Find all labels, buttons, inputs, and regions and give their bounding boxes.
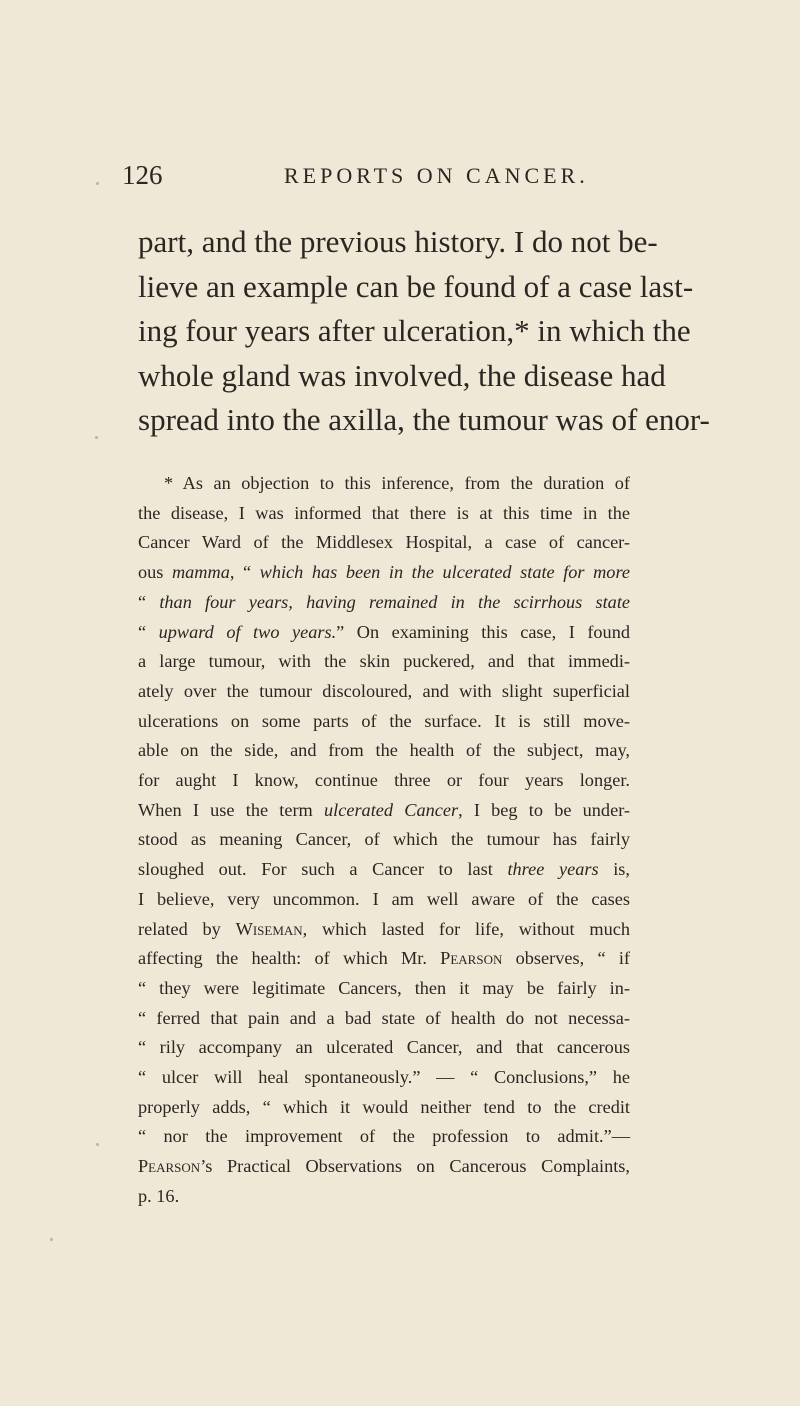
body-line: lieve an example can be found of a case last-	[138, 268, 694, 304]
footnote-line: “ nor the improvement of the profession to admit.”—	[138, 1126, 630, 1147]
footnote-line: properly adds, “ which it would neither tend to the credit	[138, 1096, 630, 1117]
footnote-line: “ they were legitimate Cancers, then it may be fairly in-	[138, 977, 630, 998]
text-run: observes, “ if	[502, 948, 630, 969]
text-run: sloughed out. For such a Cancer to last	[138, 859, 508, 880]
italic-run: which has been in the ulcerated state for more	[259, 562, 630, 583]
footnote-line: able on the side, and from the health of the subject, may,	[138, 740, 630, 761]
footnote-line: I believe, very uncommon. I am well aware of the cases	[138, 888, 630, 909]
footnote-line: * As an objection to this inference, from the duration of	[164, 473, 630, 493]
page-number: 126	[122, 160, 163, 190]
text-run: ous	[138, 562, 172, 583]
small-caps-run: Pearson	[440, 948, 503, 969]
text-run: , “	[229, 562, 260, 583]
footnote-line: stood as meaning Cancer, of which the tumour has fairly	[138, 829, 630, 850]
text-run: ” On examining this case, I found	[336, 621, 630, 642]
footnote-line: ately over the tumour discoloured, and with slight superficial	[138, 680, 630, 701]
body-line: part, and the previous history. I do not be-	[138, 224, 658, 259]
footnote-line: for aught I know, continue three or four years longer.	[138, 770, 630, 791]
footnote-line: “ ulcer will heal spontaneously.” — “ Conclusions,” he	[138, 1067, 630, 1088]
paper-speck	[95, 436, 98, 439]
italic-run: mamma	[171, 562, 230, 583]
footnote-line	[138, 588, 630, 618]
body-paragraph	[138, 220, 710, 443]
small-caps-run: Pearson	[138, 1156, 201, 1177]
body-line: whole gland was involved, the disease had	[138, 357, 666, 393]
footnote	[138, 469, 630, 1212]
paper-speck	[96, 182, 99, 185]
italic-run: than four years, having remained in the scirrhous state	[159, 591, 631, 612]
italic-run: three years	[507, 859, 599, 880]
page-header	[122, 160, 682, 200]
footnote-line: ulcerations on some parts of the surface. It is still move-	[138, 710, 630, 731]
italic-run: upward of two years.	[158, 621, 337, 642]
body-line: spread into the axilla, the tumour was of enor-	[138, 402, 710, 437]
text-run: , I beg to be under-	[458, 799, 630, 820]
italic-run: ulcerated Cancer	[324, 799, 459, 820]
footnote-line	[138, 796, 630, 826]
footnote-line: Cancer Ward of the Middlesex Hospital, a case of cancer-	[138, 532, 630, 553]
footnote-line	[138, 558, 630, 588]
footnote-line	[138, 944, 630, 974]
footnote-line: p. 16.	[138, 1185, 180, 1206]
footnote-line: “ rily accompany an ulcerated Cancer, and that cancerous	[138, 1037, 630, 1058]
footnote-line	[138, 855, 630, 885]
footnote-line	[138, 1152, 630, 1182]
body-line: ing four years after ulceration,* in which the	[138, 313, 691, 348]
footnote-line: the disease, I was informed that there is at this time in the	[138, 502, 630, 523]
text-run: is,	[598, 859, 630, 880]
footnote-line: a large tumour, with the skin puckered, and that immedi-	[138, 651, 630, 672]
footnote-line	[138, 618, 630, 648]
footnote-line: “ ferred that pain and a bad state of health do not necessa-	[138, 1007, 630, 1028]
text-run: “	[138, 591, 160, 612]
text-run: When I use the term	[138, 799, 324, 820]
footnote-line	[138, 915, 630, 945]
text-run: “	[138, 621, 159, 642]
running-head: REPORTS ON CANCER.	[284, 163, 589, 188]
paper-speck	[96, 1143, 99, 1146]
paper-speck	[50, 1238, 53, 1241]
small-caps-run: Wiseman	[235, 918, 303, 939]
text-run: related by	[138, 918, 236, 939]
text-run: affecting the health: of which Mr.	[138, 948, 441, 969]
text-run: ’s Practical Observations on Cancerous Complaints,	[200, 1156, 630, 1177]
text-run: , which lasted for life, without much	[302, 918, 630, 939]
